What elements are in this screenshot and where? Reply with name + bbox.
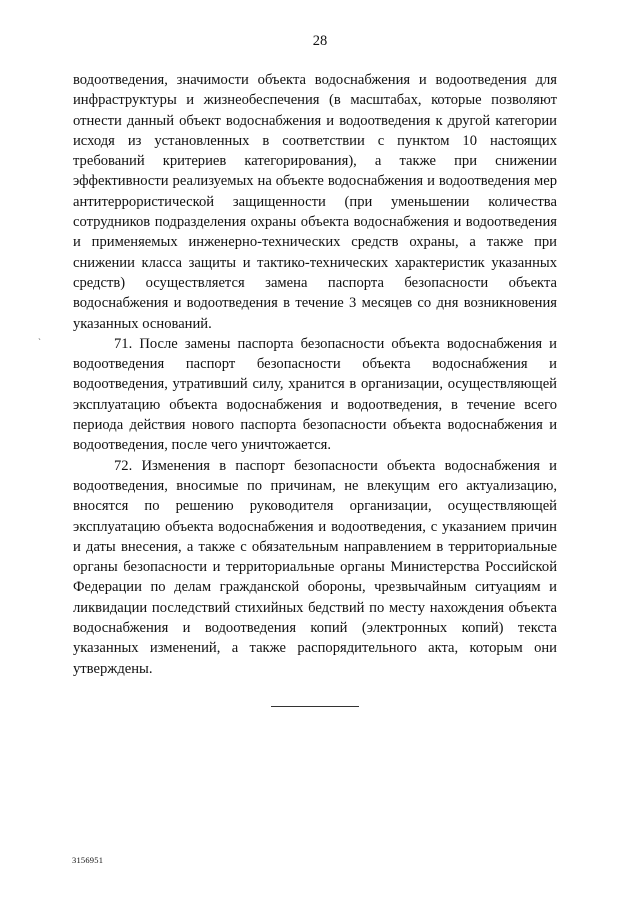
- paragraph-continuation: водоотведения, значимости объекта водоснабжения и водоотведения для инфраструктуры и жизнеобеспечения (в масштабах, которые позволяют отнести данный объект водоснабжения и водоотведения к другой категории исходя из установленных в соответствии с пунктом 10 настоящих требований критериев категорирования), а также при снижении эффективности реализуемых на объекте водоснабжения и водоотведения мер антитеррористической защищенности (при уменьшении количества сотрудников подразделения охраны объекта водоснабжения и водоотведения и применяемых инженерно-технических средств охраны, а также при снижении класса защиты и тактико-технических характеристик указанных средств) осуществляется замена паспорта безопасности объекта водоснабжения и водоотведения в течение 3 месяцев со дня возникновения указанных оснований.: [73, 72, 557, 332]
- page-number: 28: [312, 33, 328, 49]
- paragraph-item-72: 72. Изменения в паспорт безопасности объекта водоснабжения и водоотведения, вносимые по причинам, не влекущим его актуализацию, вносятся по решению руководителя организации, осуществляющей эксплуатацию объекта водоснабжения и водоотведения, с указанием причин и даты внесения, а также с обязательным направлением в территориальные органы безопасности и территориальные органы Министерства Российской Федерации по делам гражданской обороны, чрезвычайным ситуациям и ликвидации последствий стихийных бедствий по месту нахождения объекта водоснабжения и водоотведения копий (электронных копий) текста указанных изменений, а также распорядительного акта, которым они утверждены.: [73, 457, 557, 677]
- document-body: [73, 70, 557, 679]
- end-of-document-rule: [271, 706, 359, 707]
- document-code: 3156951: [72, 855, 104, 865]
- margin-tick-mark: ˏ: [38, 330, 41, 340]
- paragraph-item-71: 71. После замены паспорта безопасности объекта водоснабжения и водоотведения паспорт безопасности объекта водоснабжения и водоотведения, утративший силу, хранится в организации, осуществляющей эксплуатацию объекта водоснабжения и водоотведения, в течение всего периода действия нового паспорта безопасности объекта водоснабжения и водоотведения, после чего уничтожается.: [73, 335, 557, 454]
